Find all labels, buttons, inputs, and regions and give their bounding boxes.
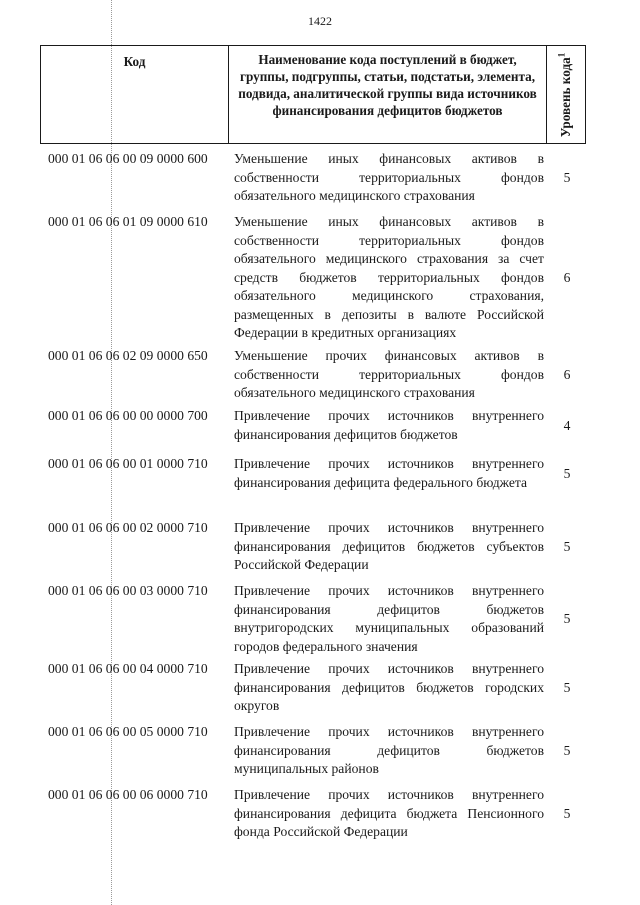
row-code: 000 01 06 06 01 09 0000 610	[48, 214, 208, 229]
table-row	[40, 455, 590, 492]
row-level: 5	[563, 611, 571, 626]
table-header	[40, 45, 586, 144]
row-level: 4	[563, 417, 571, 433]
row-code: 000 01 06 06 00 00 0000 700	[48, 408, 208, 423]
row-name: Привлечение прочих источников внутреннего финансирования дефицитов бюджетов субъектов Российской Федерации	[234, 520, 544, 572]
header-name: Наименование кода поступлений в бюджет, группы, подгруппы, статьи, подстатьи, элемента, подвида, аналитической группы вида источников финансирования дефицитов бюджетов	[229, 46, 547, 143]
row-name: Уменьшение иных финансовых активов в собственности территориальных фондов обязательного медицинского страхования	[234, 151, 544, 203]
table-row	[40, 150, 590, 206]
row-level: 5	[563, 465, 571, 481]
header-level	[547, 46, 585, 143]
row-name: Привлечение прочих источников внутреннего финансирования дефицитов бюджетов городских округов	[234, 661, 544, 713]
row-code: 000 01 06 06 00 09 0000 600	[48, 151, 208, 166]
row-code: 000 01 06 06 00 05 0000 710	[48, 724, 208, 739]
row-name: Уменьшение иных финансовых активов в собственности территориальных фондов обязательного медицинского страхования за счет средств бюджетов территориальных фондов обязательного медицинского страхования, размещенных в депозиты в валюте Российской Федерации в кредитных организациях	[234, 214, 544, 340]
row-name: Привлечение прочих источников внутреннего финансирования дефицитов бюджетов муниципальных районов	[234, 724, 544, 776]
header-level-label	[558, 52, 574, 136]
table-row	[40, 213, 590, 343]
row-code: 000 01 06 06 02 09 0000 650	[48, 348, 208, 363]
header-level-text: Уровень кода	[558, 56, 573, 137]
header-level-footnote: 1	[556, 52, 567, 57]
row-name: Привлечение прочих источников внутреннего финансирования дефицитов бюджетов	[234, 408, 544, 442]
row-level: 5	[563, 805, 571, 821]
row-code: 000 01 06 06 00 01 0000 710	[48, 456, 208, 471]
row-level: 6	[563, 366, 571, 382]
row-name: Привлечение прочих источников внутреннего финансирования дефицита бюджета Пенсионного фонда Российской Федерации	[234, 787, 544, 839]
row-level: 5	[563, 679, 571, 695]
header-code: Код	[41, 46, 229, 143]
row-code: 000 01 06 06 00 06 0000 710	[48, 787, 208, 802]
row-level: 5	[563, 169, 571, 185]
table-row	[40, 347, 590, 403]
table-row	[40, 786, 590, 842]
table-row	[40, 407, 590, 444]
row-code: 000 01 06 06 00 03 0000 710	[48, 583, 208, 598]
row-level: 5	[563, 538, 571, 554]
table-row	[40, 582, 590, 656]
row-name: Привлечение прочих источников внутреннего финансирования дефицита федерального бюджета	[234, 456, 544, 490]
table-row	[40, 723, 590, 779]
row-code: 000 01 06 06 00 04 0000 710	[48, 661, 208, 676]
row-name: Привлечение прочих источников внутреннего финансирования дефицитов бюджетов внутригородских муниципальных образований городов федерального значения	[234, 583, 544, 654]
row-level: 5	[563, 742, 571, 758]
page-number: 1422	[308, 14, 332, 28]
row-level: 6	[563, 269, 571, 285]
row-code: 000 01 06 06 00 02 0000 710	[48, 520, 208, 535]
table-row	[40, 519, 590, 575]
table-row	[40, 660, 590, 716]
row-name: Уменьшение прочих финансовых активов в собственности территориальных фондов обязательного медицинского страхования	[234, 348, 544, 400]
